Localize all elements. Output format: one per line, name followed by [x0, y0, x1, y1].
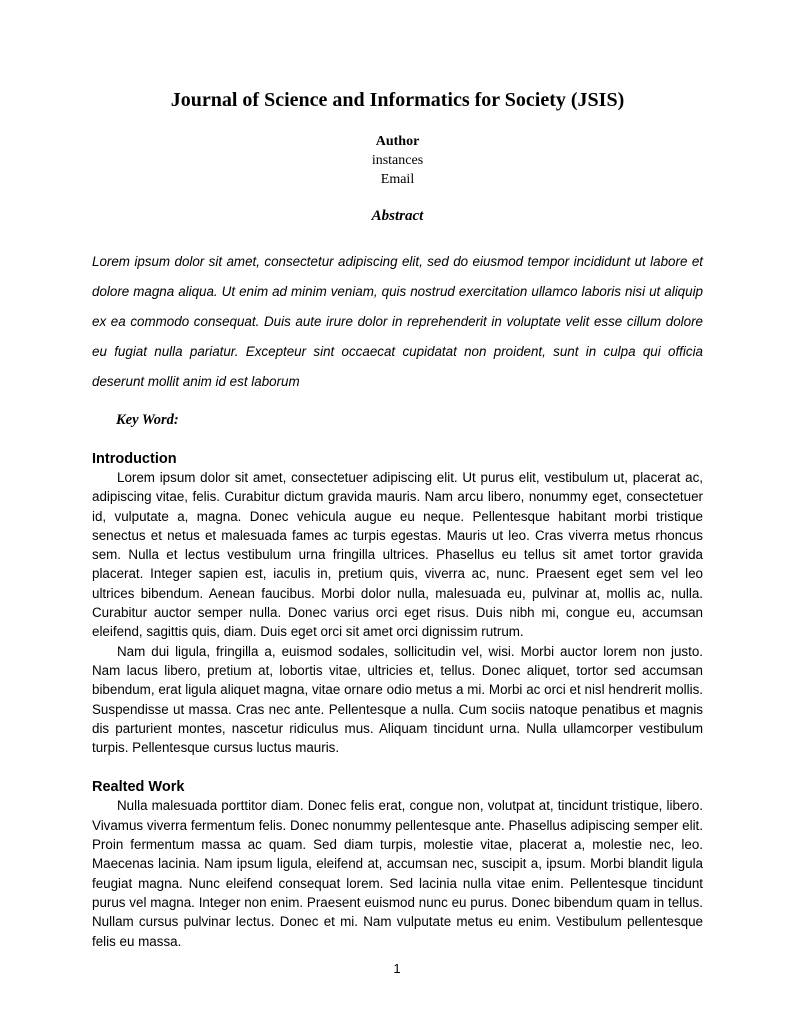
author-block — [92, 132, 703, 189]
abstract-text: Lorem ipsum dolor sit amet, consectetur adipiscing elit, sed do eiusmod tempor incididunt ut labore et dolore magna aliqua. Ut enim ad minim veniam, quis nostrud exercitation ullamco laboris nisi ut aliquip ex ea commodo consequat. Duis aute irure dolor in reprehenderit in voluptate velit esse cillum dolore eu fugiat nulla pariatur. Excepteur sint occaecat cupidatat non proident, sunt in culpa qui officia deserunt mollit anim id est laborum — [92, 254, 703, 389]
paragraph: Nulla malesuada porttitor diam. Donec felis erat, congue non, volutpat at, tincidunt tristique, libero. Vivamus viverra fermentum felis. Donec nonummy pellentesque ante. Phasellus adipiscing semper elit. Proin fermentum massa ac quam. Sed diam turpis, molestie vitae, placerat a, molestie nec, leo. Maecenas lacinia. Nam ipsum ligula, eleifend at, accumsan nec, suscipit a, ipsum. Morbi blandit ligula feugiat magna. Nunc eleifend consequat lorem. Sed lacinia nulla vitae enim. Pellentesque tincidunt purus vel magna. Integer non enim. Praesent euismod nunc eu purus. Donec bibendum quam in tellus. Nullam cursus pulvinar lectus. Donec et mi. Nam vulputate metus eu enim. Vestibulum pellentesque felis eu massa. — [92, 798, 703, 949]
paper-title: Journal of Science and Informatics for Society (JSIS) — [170, 89, 625, 111]
paragraph: Nam dui ligula, fringilla a, euismod sodales, sollicitudin vel, wisi. Morbi auctor lorem non justo. Nam lacus libero, pretium at, lobortis vitae, ultricies et, tellus. Donec aliquet, tortor sed accumsan bibendum, erat ligula aliquet magna, vitae ornare odio metus a mi. Morbi ac orci et nisl hendrerit mollis. Suspendisse ut massa. Cras nec ante. Pellentesque a nulla. Cum sociis natoque penatibus et magnis dis parturient montes, nascetur ridiculus mus. Aliquam tincidunt urna. Nulla ullamcorper vestibulum turpis. Pellentesque cursus luctus mauris. — [92, 643, 703, 756]
section-related-work — [92, 778, 703, 950]
author-label: Author — [375, 134, 420, 149]
section-introduction — [92, 450, 703, 757]
paragraph: Lorem ipsum dolor sit amet, consectetuer adipiscing elit. Ut purus elit, vestibulum ut, placerat ac, adipiscing vitae, felis. Curabitur dictum gravida mauris. Nam arcu libero, nonummy eget, consectetuer id, vulputate a, magna. Donec vehicula augue eu neque. Pellentesque habitant morbi tristique senectus et netus et malesuada fames ac turpis egestas. Mauris ut leo. Cras viverra metus rhoncus sem. Nulla et lectus vestibulum urna fringilla ultrices. Phasellus eu tellus sit amet tortor gravida placerat. Integer sapien est, iaculis in, pretium quis, viverra ac, nunc. Praesent eget sem vel leo ultrices bibendum. Aenean faucibus. Morbi dolor nulla, malesuada eu, pulvinar at, mollis ac, nulla. Curabitur auctor semper nulla. Donec varius orci eget risus. Duis nibh mi, congue eu, accumsan eleifend, sagittis quis, diam. Duis eget orci sit amet orci dignissim rutrum. — [92, 470, 703, 640]
author-email: Email — [380, 172, 415, 187]
keywords-label: Key Word: — [116, 412, 179, 428]
author-affiliation: instances — [371, 153, 424, 168]
abstract-heading: Abstract — [371, 208, 424, 224]
page-number: 1 — [393, 961, 401, 976]
section-heading-related-work: Realted Work — [92, 779, 185, 796]
section-heading-introduction: Introduction — [92, 451, 177, 467]
